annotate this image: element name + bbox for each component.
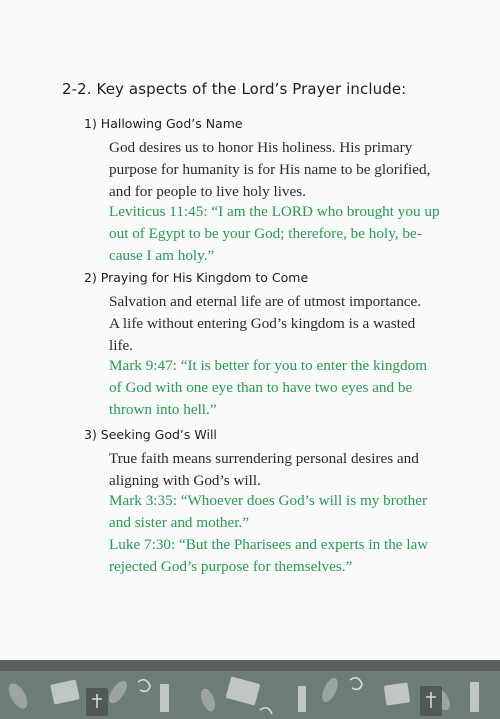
text-line: Salvation and eternal life are of utmost importance.: [109, 293, 422, 310]
swirl-icon: [350, 678, 362, 690]
section-heading: 2-2. Key aspects of the Lord’s Prayer include:: [62, 80, 407, 98]
leaf-icon: [5, 680, 31, 711]
verse-line: and sister and mother.”: [109, 514, 250, 531]
subheading-hallowing: 1) Hallowing God’s Name: [84, 116, 243, 131]
paragraph-gods-will: [109, 448, 419, 492]
candle-icon: [160, 684, 169, 712]
verse-line: Leviticus 11:45: “I am the LORD who brought you up: [109, 203, 440, 220]
verse-leviticus: [109, 201, 440, 267]
verse-line: Mark 9:47: “It is better for you to enter the kingdom: [109, 357, 428, 374]
verse-line: rejected God’s purpose for themselves.”: [109, 558, 353, 575]
leaf-icon: [319, 676, 341, 705]
book-icon: [226, 676, 261, 705]
verse-line: Luke 7:30: “But the Pharisees and experts in the law: [109, 536, 429, 553]
verse-line: thrown into hell.”: [109, 401, 217, 418]
verse-line: cause I am holy.”: [109, 247, 215, 264]
book-icon: [50, 680, 80, 705]
paragraph-kingdom: [109, 291, 422, 357]
verse-luke-730: [109, 534, 429, 578]
decorative-footer-pattern: [0, 660, 500, 719]
verse-line: of God with one eye than to have two eyes and be: [109, 379, 413, 396]
text-line: and for people to live holy lives.: [109, 183, 306, 200]
verse-line: Mark 3:35: “Whoever does God’s will is my brother: [109, 492, 428, 509]
book-icon: [384, 682, 411, 705]
text-line: God desires us to honor His holiness. His primary: [109, 139, 413, 156]
swirl-icon: [138, 680, 150, 692]
text-line: purpose for humanity is for His name to be glorified,: [109, 161, 431, 178]
footer-pattern-svg: [0, 660, 500, 719]
paragraph-hallowing: [109, 137, 431, 203]
subheading-kingdom: 2) Praying for His Kingdom to Come: [84, 270, 309, 285]
text-line: life.: [109, 337, 134, 354]
text-line: A life without entering God’s kingdom is a wasted: [109, 315, 416, 332]
text-line: True faith means surrendering personal desires and: [109, 450, 419, 467]
leaf-icon: [198, 687, 217, 714]
candle-icon: [470, 682, 479, 712]
leaf-icon: [106, 678, 131, 706]
text-line: aligning with God’s will.: [109, 472, 261, 489]
swirl-icon: [260, 708, 272, 714]
verse-line: out of Egypt to be your God; therefore, be holy, be-: [109, 225, 422, 242]
candle-icon: [298, 686, 306, 712]
subheading-gods-will: 3) Seeking God’s Will: [84, 427, 217, 442]
verse-mark-335: [109, 490, 428, 534]
verse-mark-947: [109, 355, 428, 421]
